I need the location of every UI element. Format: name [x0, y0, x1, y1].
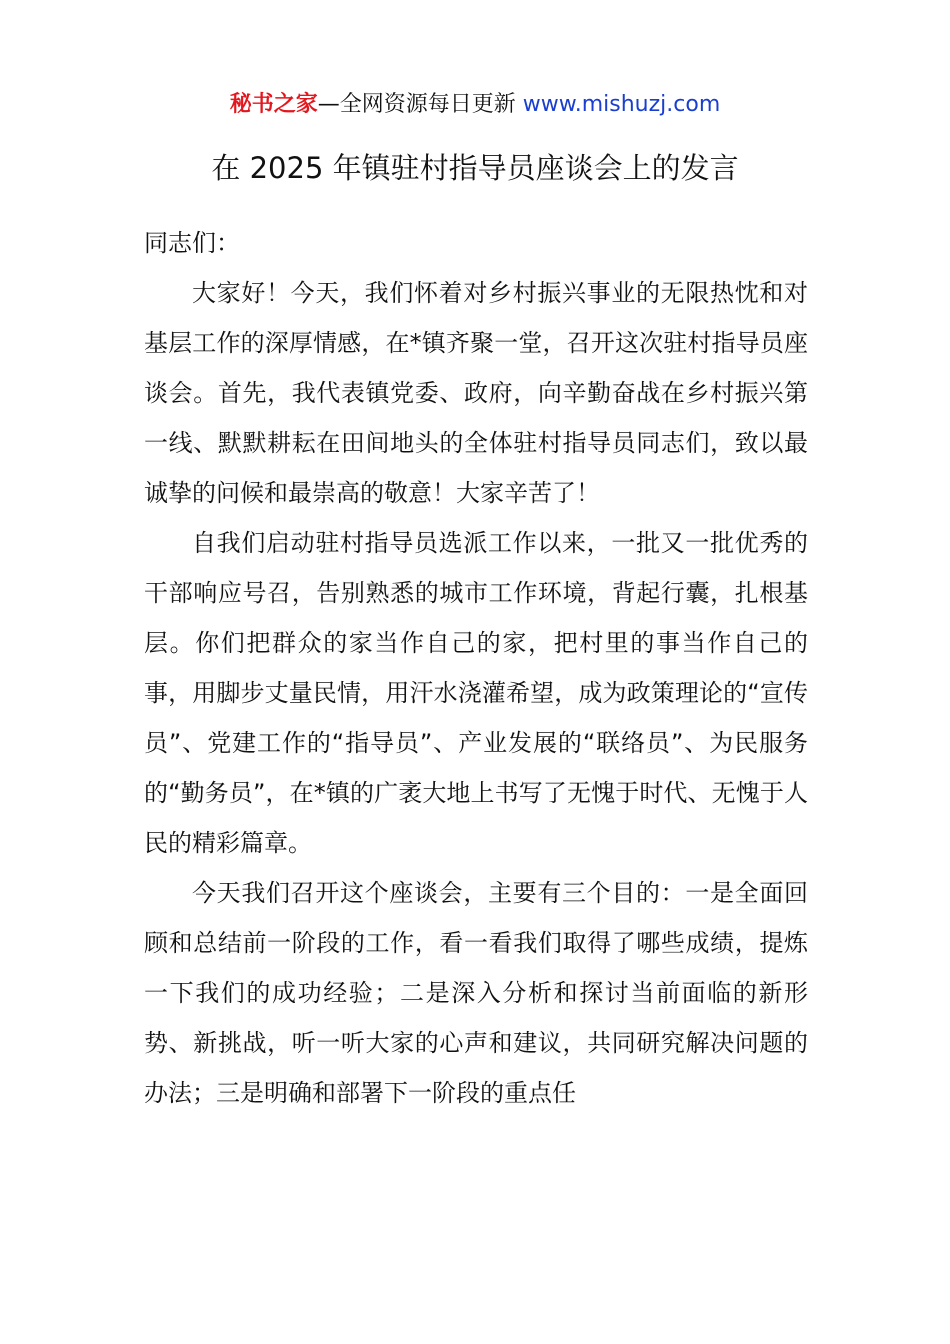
site-header-banner [0, 88, 950, 122]
paragraph-purpose: 今天我们召开这个座谈会，主要有三个目的：一是全面回顾和总结前一阶段的工作，看一看我们取得了哪些成绩，提炼一下我们的成功经验；二是深入分析和探讨当前面临的新形势、新挑战，听一听大家的心声和建议，共同研究解决问题的办法；三是明确和部署下一阶段的重点任 [144, 879, 808, 1107]
paragraph-greeting: 大家好！今天，我们怀着对乡村振兴事业的无限热忱和对基层工作的深厚情感，在*镇齐聚一堂，召开这次驻村指导员座谈会。首先，我代表镇党委、政府，向辛勤奋战在乡村振兴第一线、默默耕耘在田间地头的全体驻村指导员同志们，致以最诚挚的问候和最崇高的敬意！大家辛苦了！ [144, 279, 808, 507]
salutation: 同志们： [144, 229, 240, 257]
site-url-link[interactable]: www.mishuzj.com [522, 92, 721, 117]
document-title: 在 2025 年镇驻村指导员座谈会上的发言 [211, 151, 739, 185]
header-tagline: —全网资源每日更新 [317, 92, 523, 117]
paragraph-achievements: 自我们启动驻村指导员选派工作以来，一批又一批优秀的干部响应号召，告别熟悉的城市工作环境，背起行囊，扎根基层。你们把群众的家当作自己的家，把村里的事当作自己的事，用脚步丈量民情，用汗水浇灌希望，成为政策理论的“宣传员”、党建工作的“指导员”、产业发展的“联络员”、为民服务的“勤务员”，在*镇的广袤大地上书写了无愧于时代、无愧于人民的精彩篇章。 [144, 529, 808, 857]
brand-name: 秘书之家 [229, 92, 318, 117]
document-body [144, 218, 808, 1118]
